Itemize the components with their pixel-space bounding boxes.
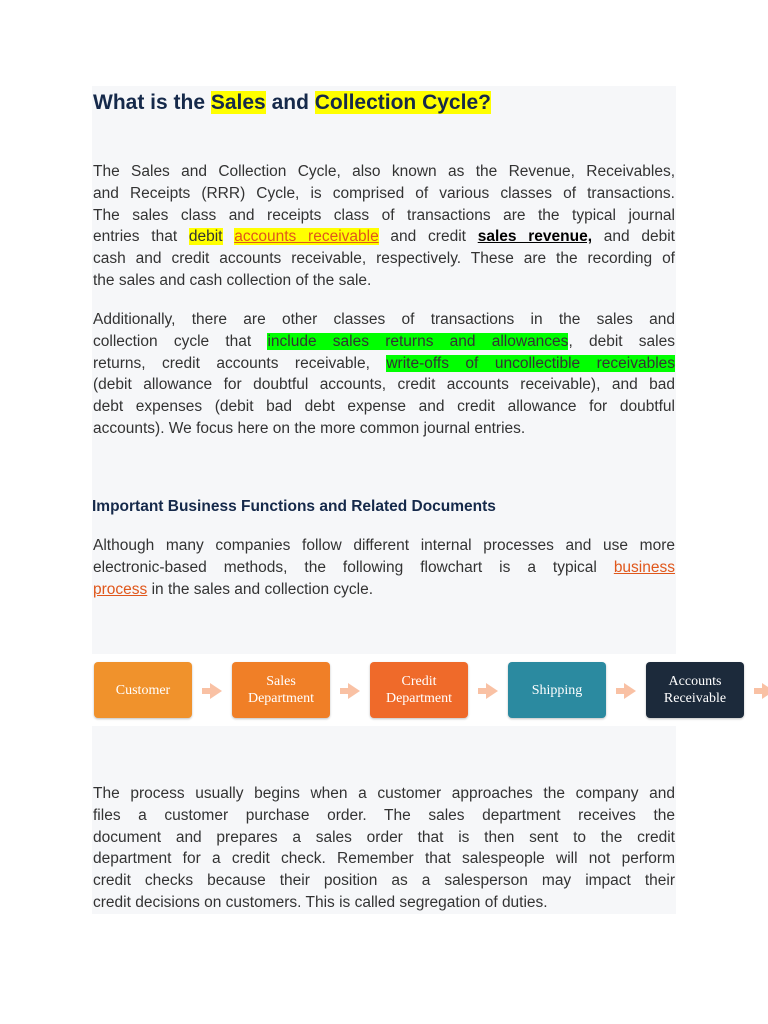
process-paragraph — [93, 783, 675, 914]
text-line — [93, 353, 675, 375]
text-line: Additionally, there are other classes of transactions in the sales and — [93, 311, 675, 328]
text-fragment: electronic-based methods, the following flowchart is a typical — [93, 558, 614, 576]
text-line: The sales class and receipts class of transactions are the typical journal — [93, 206, 675, 224]
section-heading: Important Business Functions and Related Documents — [92, 498, 496, 515]
page-title — [93, 88, 491, 118]
text-line — [93, 226, 675, 248]
flow-step-sales-department: Sales Department — [232, 662, 330, 718]
text-fragment: in the sales and collection cycle. — [147, 580, 374, 598]
text-line: accounts). We focus here on the more common journal entries. — [93, 419, 526, 437]
flow-step-customer: Customer — [94, 662, 192, 718]
text-fragment — [223, 228, 235, 245]
text-line: debt expenses (debit bad debt expense and credit allowance for doubtful — [93, 398, 675, 416]
text-line: department for a credit check. Remember that salespeople will not perform — [93, 850, 675, 868]
title-and: and — [265, 91, 315, 114]
title-highlight-collection-cycle: Collection Cycle? — [314, 91, 491, 114]
flow-step-accounts-receivable: Accounts Receivable — [646, 662, 744, 718]
business-process-link-continued[interactable]: process — [93, 580, 148, 598]
text-line: Although many companies follow different internal processes and use more — [93, 537, 675, 554]
title-prefix: What is the — [93, 91, 211, 114]
text-line: the sales and cash collection of the sale. — [93, 271, 372, 289]
text-line — [93, 557, 675, 579]
highlight-write-offs: write-offs of uncollectible receivables — [386, 354, 676, 372]
text-fragment: returns, credit accounts receivable, — [93, 354, 387, 372]
flow-step-credit-department: Credit Department — [370, 662, 468, 718]
text-line: files a customer purchase order. The sales department receives the — [93, 806, 675, 824]
title-highlight-sales: Sales — [210, 91, 266, 114]
text-line — [93, 331, 675, 353]
highlight-sales-returns: include sales returns and allowances — [267, 332, 569, 350]
process-flowchart — [92, 654, 768, 726]
text-fragment: , debit sales — [568, 332, 675, 350]
text-line: credit decisions on customers. This is called segregation of duties. — [93, 893, 548, 911]
flowchart-intro-paragraph — [93, 535, 675, 600]
classes-paragraph — [93, 309, 675, 440]
text-line: (debit allowance for doubtful accounts, credit accounts receivable), and bad — [93, 376, 675, 394]
accounts-receivable-link[interactable]: accounts receivable — [234, 228, 379, 246]
text-line: The Sales and Collection Cycle, also known as the Revenue, Receivables, — [93, 163, 675, 180]
flow-arrow — [210, 683, 222, 699]
text-line: and Receipts (RRR) Cycle, is comprised of various classes of transactions. — [93, 184, 675, 202]
text-line: document and prepares a sales order that is then sent to the credit — [93, 828, 675, 846]
flow-arrow — [348, 683, 360, 699]
text-fragment: and debit — [592, 228, 675, 246]
flow-step-shipping: Shipping — [508, 662, 606, 718]
intro-paragraph — [93, 161, 675, 292]
text-line: credit checks because their position as a salesperson may impact their — [93, 872, 675, 890]
highlight-debit: debit — [188, 228, 223, 246]
business-process-link[interactable]: business — [613, 558, 675, 576]
flow-arrow — [762, 683, 768, 699]
text-line: The process usually begins when a customer approaches the company and — [93, 785, 675, 802]
text-fragment: collection cycle that — [93, 332, 268, 350]
flow-arrow — [486, 683, 498, 699]
text-fragment: and credit — [378, 228, 478, 246]
flow-arrow — [624, 683, 636, 699]
text-fragment: entries that — [93, 228, 189, 246]
text-line — [93, 579, 675, 601]
sales-revenue-emphasis: sales revenue, — [477, 228, 592, 246]
text-line: cash and credit accounts receivable, respectively. These are the recording of — [93, 250, 675, 268]
